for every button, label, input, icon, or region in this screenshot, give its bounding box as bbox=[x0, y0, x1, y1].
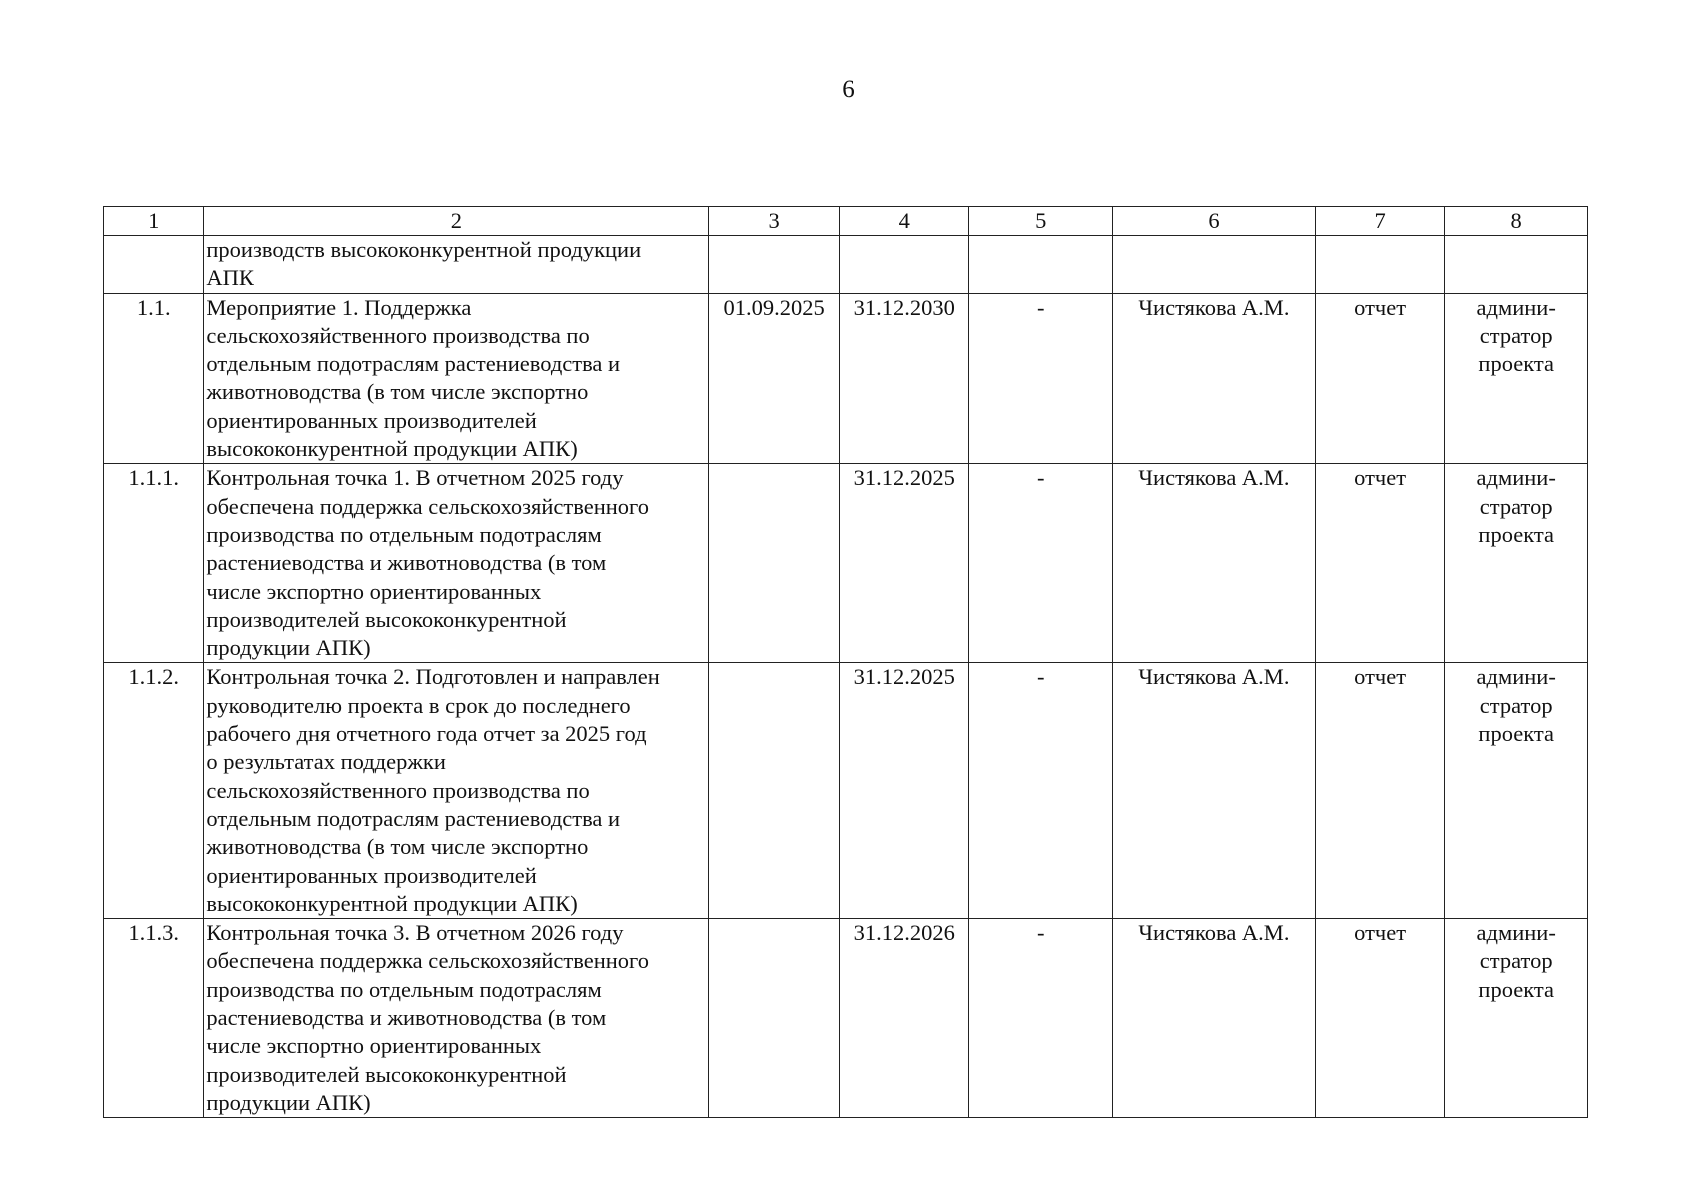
row-description: Контрольная точка 3. В отчетном 2026 году обеспечена поддержка сельскохозяйственного производства по отдельным подотраслям растениеводства и животноводства (в том числе экспортно ориентированных производителей высококонкурентной продукции АПК) bbox=[204, 919, 709, 1118]
row-responsible: Чистякова А.М. bbox=[1113, 464, 1316, 663]
plan-table bbox=[103, 206, 1588, 1118]
row-document: отчет bbox=[1315, 464, 1445, 663]
column-header: 7 bbox=[1315, 207, 1445, 236]
table-row bbox=[104, 464, 1588, 663]
row-end-date: 31.12.2025 bbox=[839, 663, 969, 919]
column-header: 4 bbox=[839, 207, 969, 236]
row-document: отчет bbox=[1315, 919, 1445, 1118]
row-document: отчет bbox=[1315, 663, 1445, 919]
row-description: производств высококонкурентной продукции АПК bbox=[204, 236, 709, 294]
row-number bbox=[104, 236, 204, 294]
row-description: Контрольная точка 1. В отчетном 2025 году обеспечена поддержка сельскохозяйственного производства по отдельным подотраслям растениеводства и животноводства (в том числе экспортно ориентированных производителей высококонкурентной продукции АПК) bbox=[204, 464, 709, 663]
row-end-date: 31.12.2030 bbox=[839, 293, 969, 464]
row-col5: - bbox=[969, 919, 1113, 1118]
row-start-date bbox=[709, 236, 840, 294]
row-number: 1.1.3. bbox=[104, 919, 204, 1118]
row-responsible: Чистякова А.М. bbox=[1113, 919, 1316, 1118]
row-end-date bbox=[839, 236, 969, 294]
row-number: 1.1.2. bbox=[104, 663, 204, 919]
row-end-date: 31.12.2025 bbox=[839, 464, 969, 663]
row-description: Мероприятие 1. Поддержка сельскохозяйственного производства по отдельным подотраслям растениеводства и животноводства (в том числе экспортно ориентированных производителей высококонкурентной продукции АПК) bbox=[204, 293, 709, 464]
row-role: админи- стратор проекта bbox=[1445, 464, 1588, 663]
row-description: Контрольная точка 2. Подготовлен и направлен руководителю проекта в срок до последнего рабочего дня отчетного года отчет за 2025 год о результатах поддержки сельскохозяйственного производства по отдельным подотраслям растениеводства и животноводства (в том числе экспортно ориентированных производителей высококонкурентной продукции АПК) bbox=[204, 663, 709, 919]
row-document bbox=[1315, 236, 1445, 294]
table-row bbox=[104, 919, 1588, 1118]
column-header: 5 bbox=[969, 207, 1113, 236]
row-col5 bbox=[969, 236, 1113, 294]
table-row bbox=[104, 236, 1588, 294]
table-row bbox=[104, 293, 1588, 464]
table-row bbox=[104, 663, 1588, 919]
row-number: 1.1.1. bbox=[104, 464, 204, 663]
row-role: админи- стратор проекта bbox=[1445, 293, 1588, 464]
column-header: 1 bbox=[104, 207, 204, 236]
row-role bbox=[1445, 236, 1588, 294]
row-start-date bbox=[709, 663, 840, 919]
row-role: админи- стратор проекта bbox=[1445, 919, 1588, 1118]
row-start-date: 01.09.2025 bbox=[709, 293, 840, 464]
row-start-date bbox=[709, 464, 840, 663]
row-end-date: 31.12.2026 bbox=[839, 919, 969, 1118]
column-header: 8 bbox=[1445, 207, 1588, 236]
row-role: админи- стратор проекта bbox=[1445, 663, 1588, 919]
row-col5: - bbox=[969, 293, 1113, 464]
row-document: отчет bbox=[1315, 293, 1445, 464]
row-col5: - bbox=[969, 663, 1113, 919]
page-number: 6 bbox=[842, 76, 855, 103]
row-responsible: Чистякова А.М. bbox=[1113, 293, 1316, 464]
column-header: 3 bbox=[709, 207, 840, 236]
row-start-date bbox=[709, 919, 840, 1118]
table-header-row bbox=[104, 207, 1588, 236]
row-col5: - bbox=[969, 464, 1113, 663]
row-responsible bbox=[1113, 236, 1316, 294]
row-number: 1.1. bbox=[104, 293, 204, 464]
column-header: 6 bbox=[1113, 207, 1316, 236]
column-header: 2 bbox=[204, 207, 709, 236]
row-responsible: Чистякова А.М. bbox=[1113, 663, 1316, 919]
